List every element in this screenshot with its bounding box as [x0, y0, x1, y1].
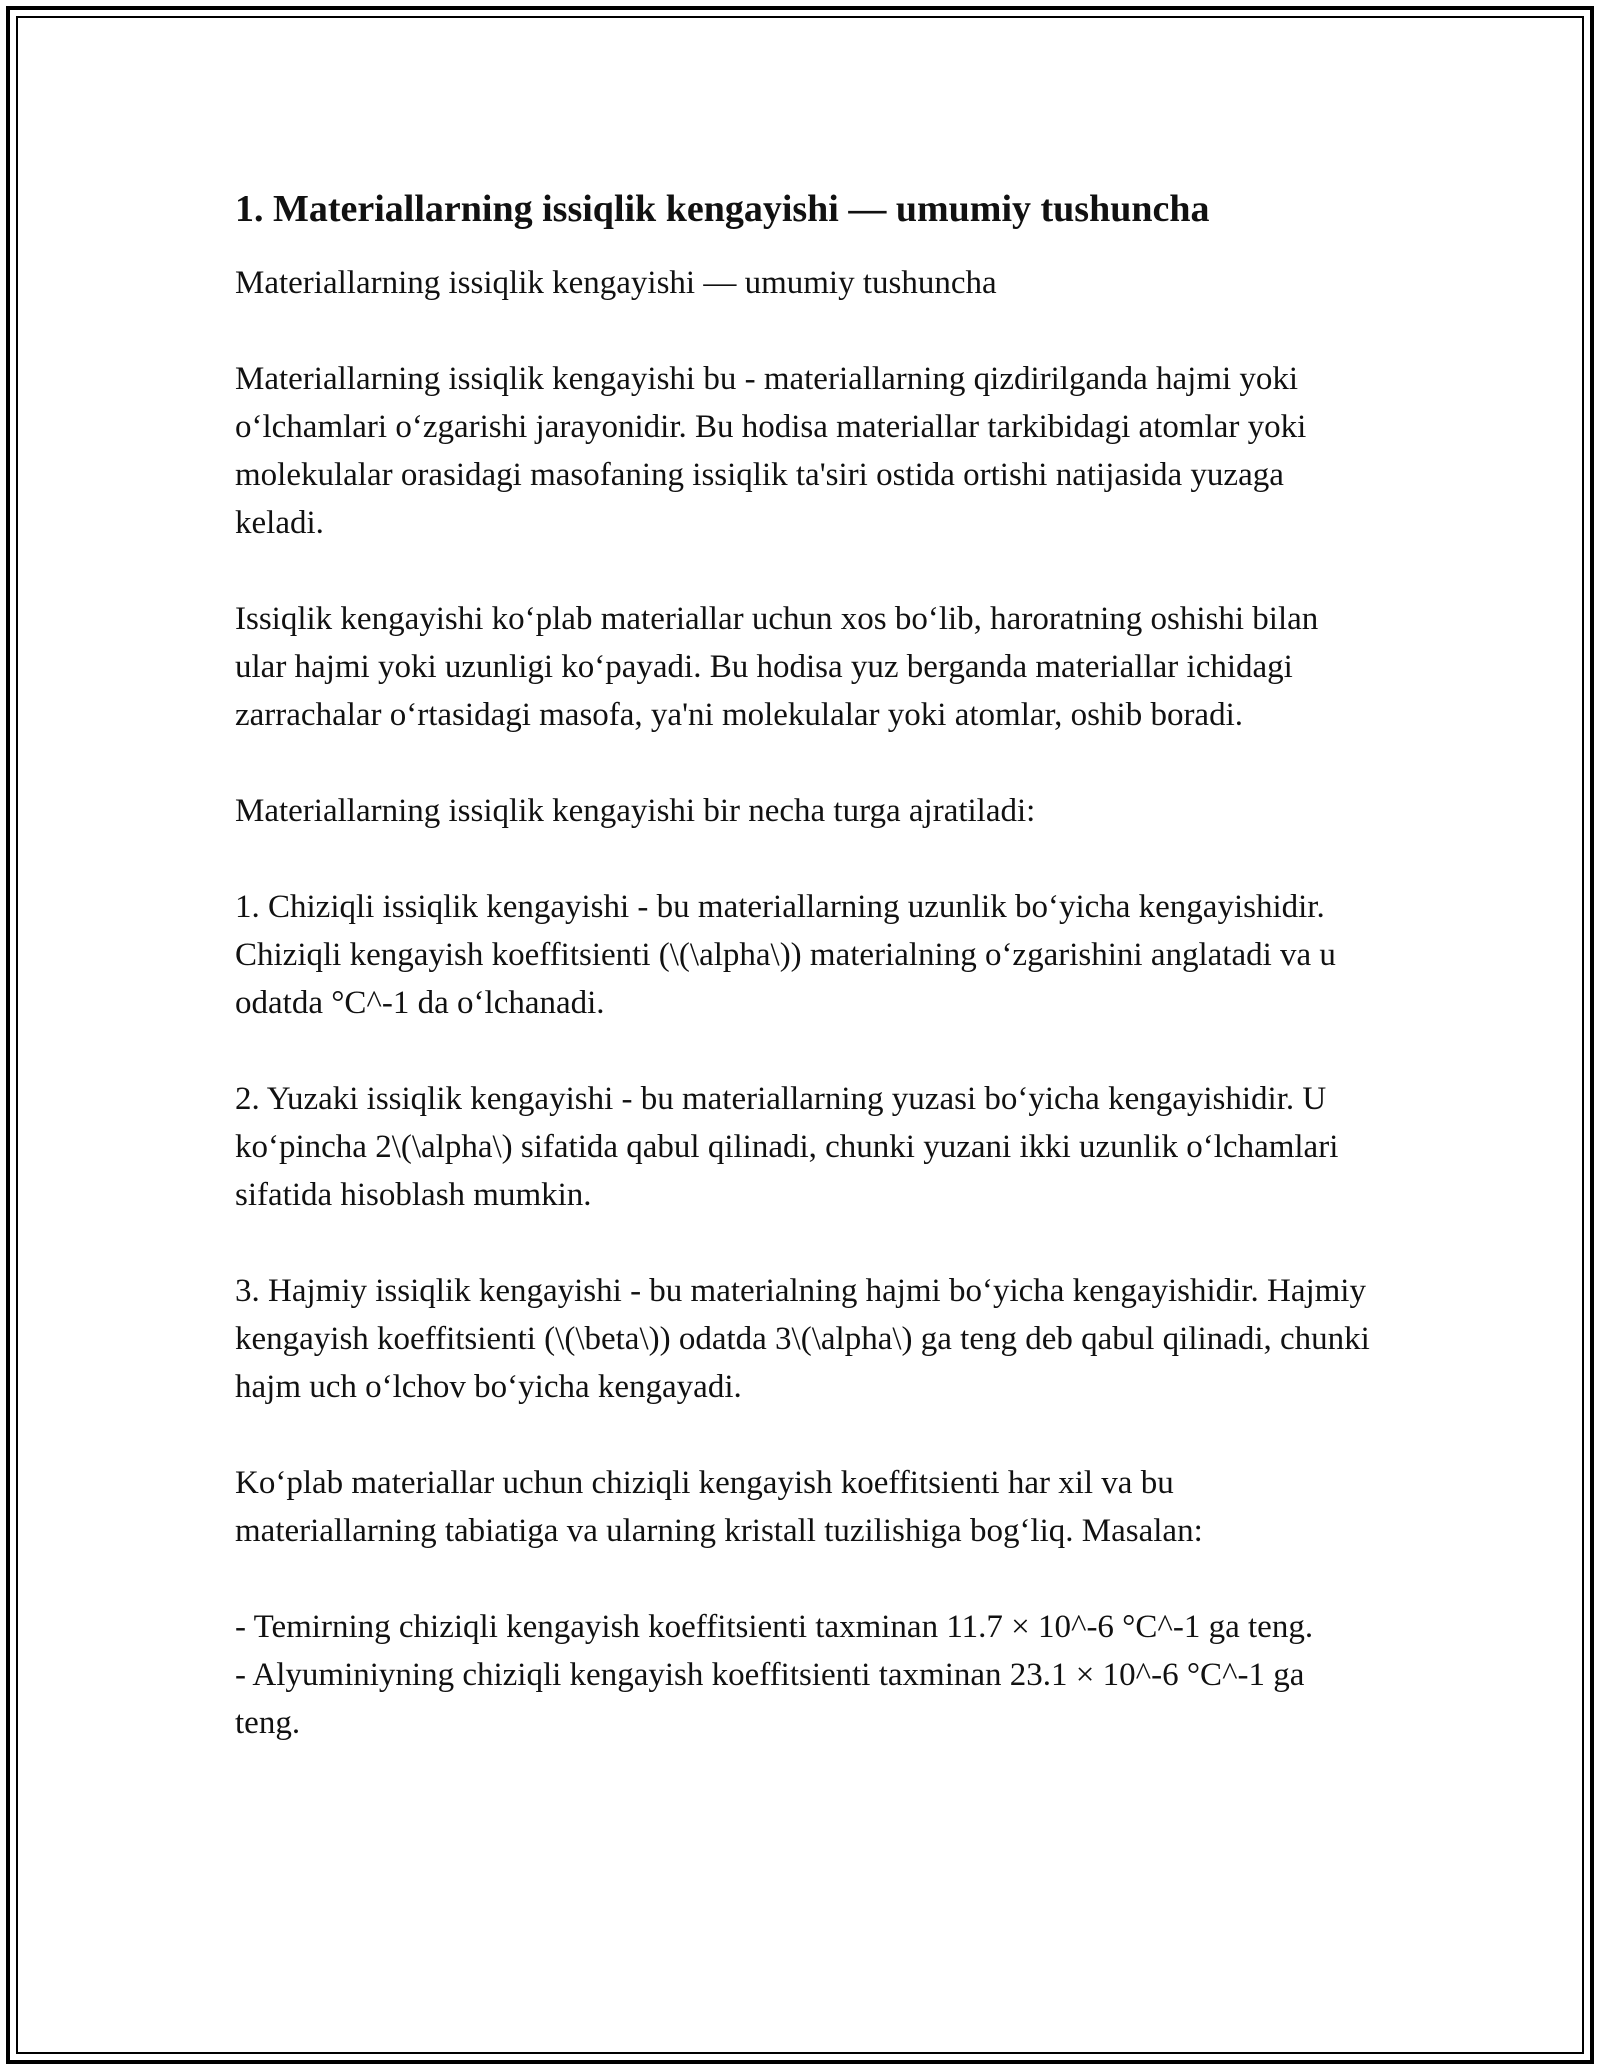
- paragraph-examples-intro: Ko‘plab materiallar uchun chiziqli kengayish koeffitsienti har xil va bu materiallarning tabiatiga va ularning kristall tuzilishiga bog‘liq. Masalan:: [235, 1465, 1203, 1549]
- document-body: [235, 185, 1375, 1747]
- document-heading: 1. Materiallarning issiqlik kengayishi — umumiy tushuncha: [235, 188, 1210, 230]
- paragraph-nature: Issiqlik kengayishi ko‘plab materiallar uchun xos bo‘lib, haroratning oshishi bilan ular hajmi yoki uzunligi ko‘payadi. Bu hodisa yuz berganda materiallar ichidagi zarrachalar o‘rtasidagi masofa, ya'ni molekulalar yoki atomlar, oshib boradi.: [235, 601, 1319, 733]
- paragraph-linear-expansion: 1. Chiziqli issiqlik kengayishi - bu materiallarning uzunlik bo‘yicha kengayishidir. Chiziqli kengayish koeffitsienti (\(\alpha\)) materialning o‘zgarishini anglatadi va u odatda °C^-1 da o‘lchanadi.: [235, 889, 1336, 1021]
- paragraph-volume-expansion: 3. Hajmiy issiqlik kengayishi - bu materialning hajmi bo‘yicha kengayishidir. Hajmiy kengayish koeffitsienti (\(\beta\)) odatda 3\(\alpha\) ga teng deb qabul qilinadi, chunki hajm uch o‘lchov bo‘yicha kengayadi.: [235, 1273, 1370, 1405]
- paragraph-surface-expansion: 2. Yuzaki issiqlik kengayishi - bu materiallarning yuzasi bo‘yicha kengayishidir. U ko‘pincha 2\(\alpha\) sifatida qabul qilinadi, chunki yuzani ikki uzunlik o‘lchamlari sifatida hisoblash mumkin.: [235, 1081, 1339, 1213]
- document-subtitle: Materiallarning issiqlik kengayishi — umumiy tushuncha: [235, 265, 997, 301]
- paragraph-types-intro: Materiallarning issiqlik kengayishi bir necha turga ajratiladi:: [235, 793, 1036, 829]
- paragraph-definition: Materiallarning issiqlik kengayishi bu - materiallarning qizdirilganda hajmi yoki o‘lchamlari o‘zgarishi jarayonidir. Bu hodisa materiallar tarkibidagi atomlar yoki molekulalar orasidagi masofaning issiqlik ta'siri ostida ortishi natijasida yuzaga keladi.: [235, 361, 1307, 541]
- example-aluminium: - Alyuminiyning chiziqli kengayish koeffitsienti taxminan 23.1 × 10^-6 °C^-1 ga teng.: [235, 1657, 1305, 1741]
- example-iron: - Temirning chiziqli kengayish koeffitsienti taxminan 11.7 × 10^-6 °C^-1 ga teng.: [235, 1609, 1314, 1645]
